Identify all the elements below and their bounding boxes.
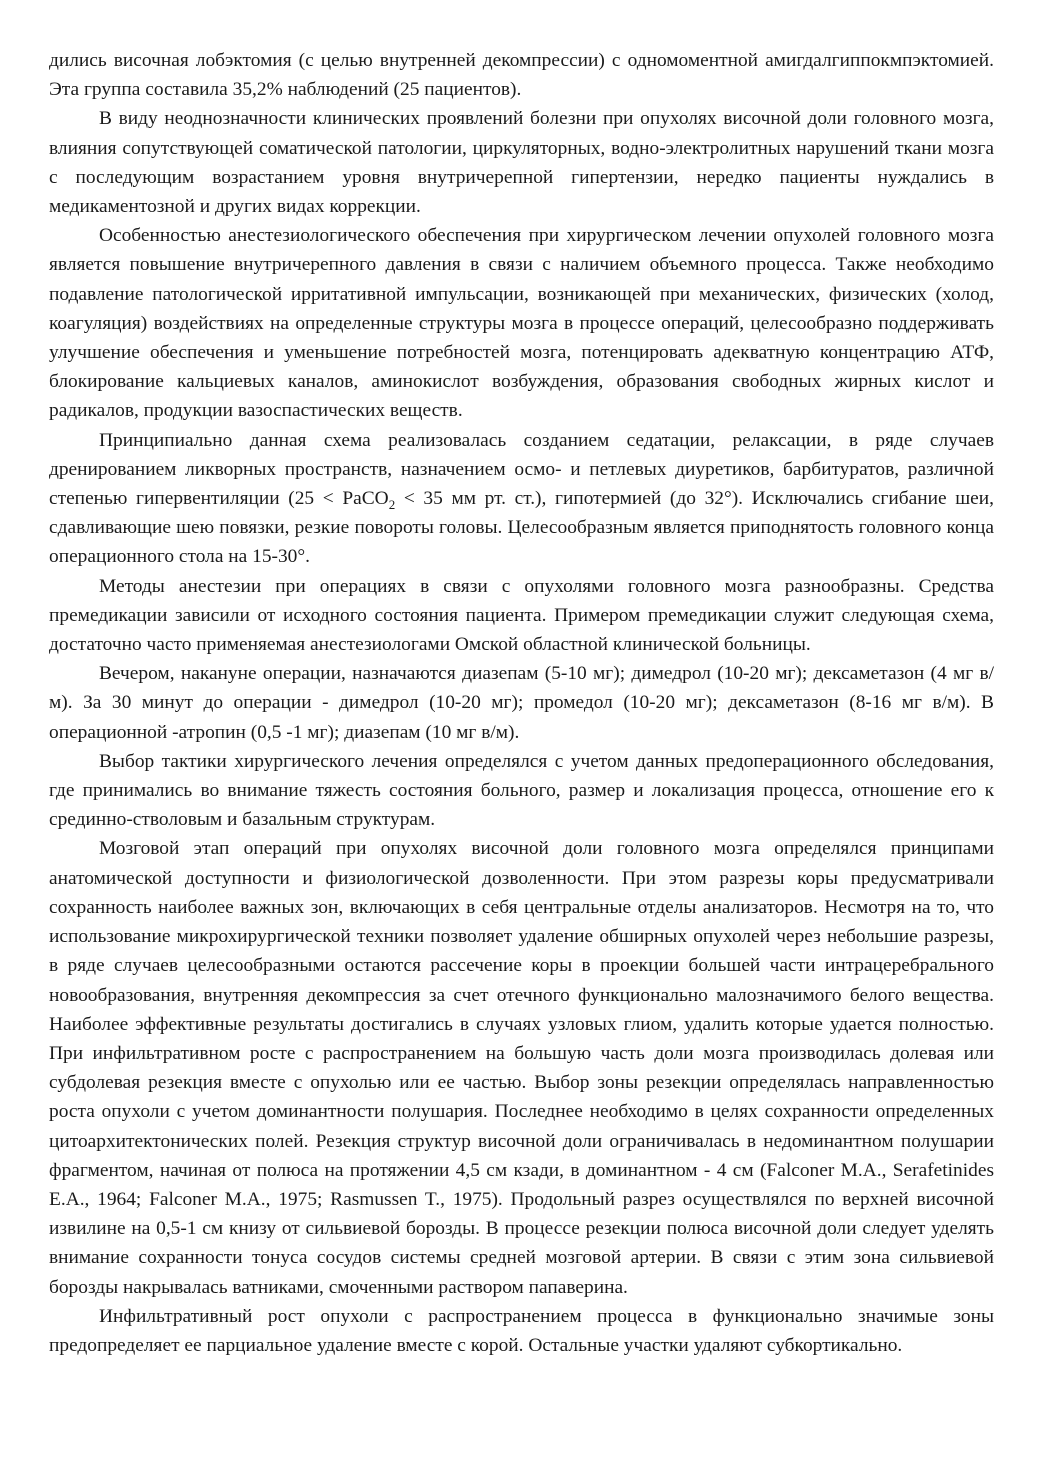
paragraph: Особенностью анестезиологического обеспечения при хирургическом лечении опухолей головного мозга является повышение внутричерепного давления в связи с наличием объемного процесса. Также необходимо подавление патологической ирритативной импульсации, возникающей при механических, физических (холод, коагуляция) воздействиях на определенные структуры мозга в процессе операций, целесообразно поддерживать улучшение обеспечения и уменьшение потребностей мозга, потенцировать адекватную концентрацию АТФ, блокирование кальциевых каналов, аминокислот возбуждения, образования свободных жирных кислот и радикалов, продукции вазоспастических веществ.: [49, 225, 994, 422]
subscript: 2: [388, 496, 396, 512]
paragraph: [49, 426, 994, 572]
paragraph: Мозговой этап операций при опухолях височной доли головного мозга определялся принципами анатомической доступности и физиологической дозволенности. При этом разрезы коры предусматривали сохранность наиболее важных зон, включающих в себя центральные отделы анализаторов. Несмотря на то, что использование микрохирургической техники позволяет удаление обширных опухолей через небольшие разрезы, в ряде случаев целесообразными остаются рассечение коры в проекции большей части интрацеребрального новообразования, внутренняя декомпрессия за счет отечного функционально малозначимого белого вещества. Наиболее эффективные результаты достигались в случаях узловых глиом, удалить которые удается полностью. При инфильтративном росте с распространением на большую часть доли мозга производилась долевая или субдолевая резекция вместе с опухолью или ее частью. Выбор зоны резекции определялась направленностью роста опухоли с учетом доминантности полушария. Последнее необходимо в целях сохранности определенных цитоархитектонических полей. Резекция структур височной доли ограничивалась в недоминантном полушарии фрагментом, начиная от полюса на протяжении 4,5 см кзади, в доминантном - 4 см (Falconer M.A., Serafetinides E.A., 1964; Falconer M.A., 1975; Rasmussen T., 1975). Продольный разрез осуществлялся по верхней височной извилине на 0,5-1 см книзу от сильвиевой борозды. В процессе резекции полюса височной доли следует уделять внимание сохранности тонуса сосудов системы средней мозговой артерии. В связи с этим зона сильвиевой борозды накрывалась ватниками, смоченными раствором папаверина.: [49, 838, 994, 1298]
paragraph-text: < 35 мм рт. ст.), гипотермией (до 32°). Исключались сгибание шеи, сдавливающие шею повязки, резкие повороты головы. Целесообразным является приподнятость головного конца операционного стола на 15-30°.: [49, 488, 994, 568]
paragraph: Инфильтративный рост опухоли с распространением процесса в функционально значимые зоны предопределяет ее парциальное удаление вместе с корой. Остальные участки удаляют субкортикально.: [49, 1305, 994, 1356]
paragraph: Вечером, накануне операции, назначаются диазепам (5-10 мг); димедрол (10-20 мг); дексаметазон (4 мг в/м). За 30 минут до операции - димедрол (10-20 мг); промедол (10-20 мг); дексаметазон (8-16 мг в/м). В операционной -атропин (0,5 -1 мг); диазепам (10 мг в/м).: [49, 663, 994, 743]
paragraph: Методы анестезии при операциях в связи с опухолями головного мозга разнообразны. Средства премедикации зависили от исходного состояния пациента. Примером премедикации служит следующая схема, достаточно часто применяемая анестезиологами Омской областной клинической больницы.: [49, 575, 994, 656]
paragraph: Выбор тактики хирургического лечения определялся с учетом данных предоперационного обследования, где принимались во внимание тяжесть состояния больного, размер и локализация процесса, отношение его к срединно-стволовым и базальным структурам.: [49, 750, 994, 831]
paragraph-text: Принципиально данная схема реализовалась созданием седатации, релаксации, в ряде случаев дренированием ликворных пространств, назначением осмо- и петлевых диуретиков, барбитуратов, различной степенью гипервентиляции (25 < PaCO: [49, 429, 994, 510]
paragraph: дились височная лобэктомия (с целью внутренней декомпрессии) с одномоментной амигдалгиппокмпэктомией. Эта группа составила 35,2% наблюдений (25 пациентов).: [49, 50, 994, 101]
paragraph: В виду неоднозначности клинических проявлений болезни при опухолях височной доли головного мозга, влияния сопутствующей соматической патологии, циркуляторных, водно-электролитных нарушений ткани мозга с последующим возрастанием уровня внутричерепной гипертензии, нередко пациенты нуждались в медикаментозной и других видах коррекции.: [49, 108, 994, 218]
